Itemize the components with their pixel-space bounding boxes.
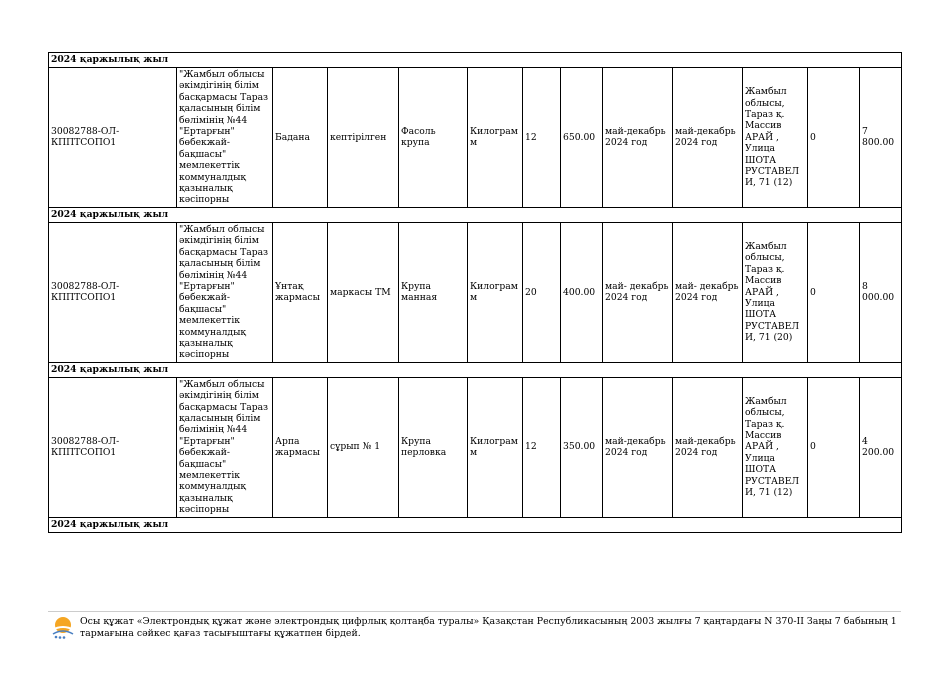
unit-cell: Килограмм <box>468 222 523 362</box>
lot-number-cell: 30082788-ОЛ-КППТСОПО1 <box>49 222 177 362</box>
item-name-cell: Арпа жармасы <box>273 377 328 517</box>
delivery-period-cell: май- декабрь 2024 год <box>603 222 673 362</box>
table-row <box>49 222 902 362</box>
customer-cell: "Жамбыл облысы әкімдігінің білім басқармасы Тараз қаласының білім бөлімінің №44 "Ертарғын" бөбекжай-бақшасы" мемлекеттік коммуналдық қазыналық кәсіпорны <box>177 222 273 362</box>
price-cell: 350.00 <box>561 377 603 517</box>
unit-cell: Килограмм <box>468 68 523 208</box>
delivery-term-cell: май- декабрь 2024 год <box>673 222 743 362</box>
year-row <box>49 207 902 222</box>
delivery-term-cell: май-декабрь 2024 год <box>673 377 743 517</box>
procurement-table <box>48 52 902 533</box>
description-cell: Крупа перловка <box>399 377 468 517</box>
delivery-place-cell: Жамбыл облысы, Тараз қ. Массив АРАЙ , Улица ШОТА РУСТАВЕЛИ, 71 (20) <box>743 222 808 362</box>
year-label: 2024 қаржылық жыл <box>49 362 902 377</box>
quantity-cell: 12 <box>523 68 561 208</box>
unit-cell: Килограмм <box>468 377 523 517</box>
customer-cell: "Жамбыл облысы әкімдігінің білім басқармасы Тараз қаласының білім бөлімінің №44 "Ертарғын" бөбекжай-бақшасы" мемлекеттік коммуналдық қазыналық кәсіпорны <box>177 377 273 517</box>
year-row <box>49 517 902 532</box>
item-name-cell: Бадана <box>273 68 328 208</box>
total-cell: 8 000.00 <box>860 222 902 362</box>
customer-cell: "Жамбыл облысы әкімдігінің білім басқармасы Тараз қаласының білім бөлімінің №44 "Ертарғын" бөбекжай-бақшасы" мемлекеттік коммуналдық қазыналық кәсіпорны <box>177 68 273 208</box>
advance-cell: 0 <box>808 377 860 517</box>
advance-cell: 0 <box>808 222 860 362</box>
advance-cell: 0 <box>808 68 860 208</box>
footer-divider <box>48 611 901 612</box>
year-label: 2024 қаржылық жыл <box>49 207 902 222</box>
total-cell: 4 200.00 <box>860 377 902 517</box>
price-cell: 650.00 <box>561 68 603 208</box>
lot-number-cell: 30082788-ОЛ-КППТСОПО1 <box>49 68 177 208</box>
lot-number-cell: 30082788-ОЛ-КППТСОПО1 <box>49 377 177 517</box>
characteristic-cell: сұрып № 1 <box>328 377 399 517</box>
characteristic-cell: кептірілген <box>328 68 399 208</box>
price-cell: 400.00 <box>561 222 603 362</box>
delivery-period-cell: май-декабрь 2024 год <box>603 377 673 517</box>
total-cell: 7 800.00 <box>860 68 902 208</box>
quantity-cell: 12 <box>523 377 561 517</box>
item-name-cell: Ұнтақ жармасы <box>273 222 328 362</box>
quantity-cell: 20 <box>523 222 561 362</box>
year-label: 2024 қаржылық жыл <box>49 517 902 532</box>
year-row <box>49 53 902 68</box>
year-row <box>49 362 902 377</box>
delivery-period-cell: май-декабрь 2024 год <box>603 68 673 208</box>
delivery-place-cell: Жамбыл облысы, Тараз қ. Массив АРАЙ , Улица ШОТА РУСТАВЕЛИ, 71 (12) <box>743 68 808 208</box>
delivery-term-cell: май-декабрь 2024 год <box>673 68 743 208</box>
table-row <box>49 68 902 208</box>
description-cell: Фасоль крупа <box>399 68 468 208</box>
characteristic-cell: маркасы ТМ <box>328 222 399 362</box>
delivery-place-cell: Жамбыл облысы, Тараз қ. Массив АРАЙ , Улица ШОТА РУСТАВЕЛИ, 71 (12) <box>743 377 808 517</box>
year-label: 2024 қаржылық жыл <box>49 53 902 68</box>
description-cell: Крупа манная <box>399 222 468 362</box>
footer-legal-text: Осы құжат «Электрондық құжат және электрондық цифрлық қолтаңба туралы» Қазақстан Республикасының 2003 жылғы 7 қаңтардағы N 370-II Заңы 7 бабының 1 тармағына сәйкес қағаз тасығыштағы құжатпен бірдей. <box>80 616 897 639</box>
e-gov-sun-logo-icon <box>50 614 76 640</box>
table-row <box>49 377 902 517</box>
